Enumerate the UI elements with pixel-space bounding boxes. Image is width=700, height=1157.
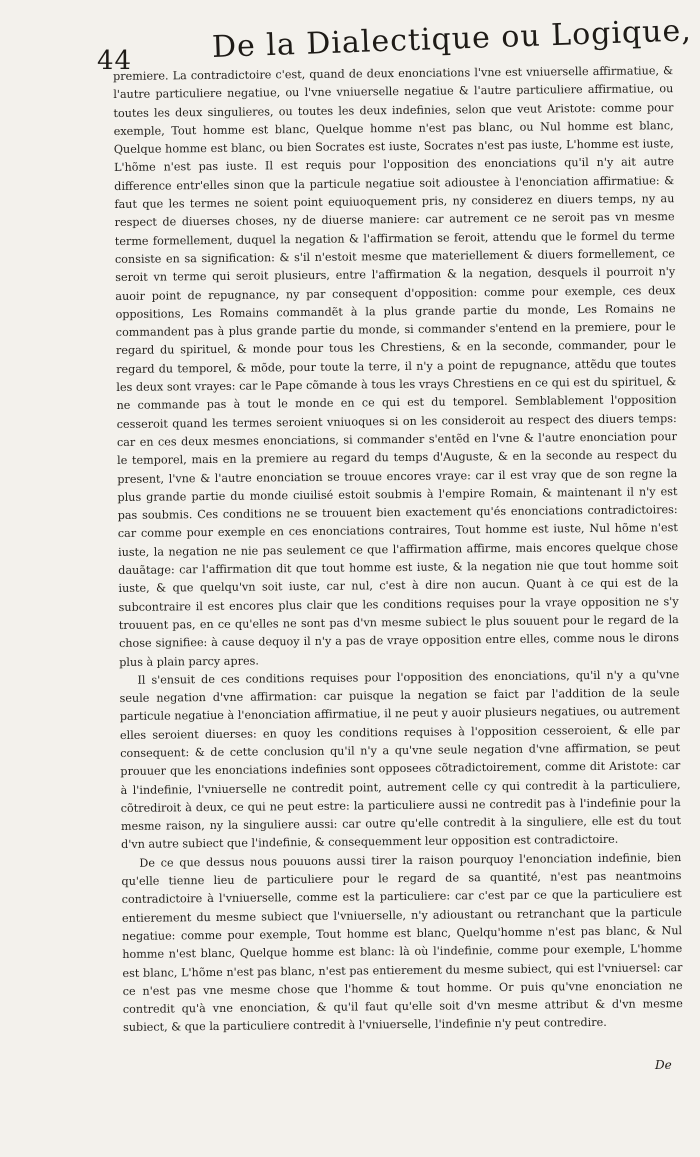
paragraph: premiere. La contradictoire c'est, quand de deux enonciations l'vne est vniuerselle affirmatiue, & l'autre particuliere negatiue, ou l'vne vniuerselle negatiue & l'autre particuliere affirmatiue, ou toutes les deux singulieres, ou toutes les deux indefinies, selon que veut Aristote: comme pour exemple, Tout homme est blanc, Quelque homme n'est pas blanc, ou Nul homme est blanc, Quelque homme est blanc, ou bien Socrates est iuste, Socrates n'est pas iuste, L'homme est iuste, L'hõme n'est pas iuste. Il est requis pour l'opposition des enonciations qu'il n'y ait autre difference entr'elles sinon que la particule negatiue soit adioustee à l'enonciation affirmatiue: & faut que les termes ne soient point equiuoquement pris, ny considerez en diuers temps, ny au respect de diuerses choses, ny de diuerse maniere: car autrement ce ne seroit pas vn mesme terme formellement, duquel la negation & l'affirmation se feroit, attendu que le formel du terme consiste en sa signification: & s'il n'estoit mesme que materiellement & diuers formellement, ce seroit vn terme qui seroit plusieurs, entre l'affirmation & la negation, desquels il pourroit n'y auoir point de repugnance, ny par consequent d'opposition: comme pour exemple, ces deux oppositions, Les Romains commandẽt à la plus grande partie du monde, Les Romains ne commandent pas à plus grande partie du monde, si commander s'entend en la premiere, pour le regard du spirituel, & monde pour tous les Chrestiens, & en la seconde, commander, pour le regard du temporel, & mõde, pour toute la terre, il n'y a point de repugnance, attẽdu que toutes les deux sont vrayes: car le Pape cõmande à tous les vrays Chrestiens en ce qui est du spirituel, & ne commande pas à tout le monde en ce qui est du temporel. Semblablement l'opposition cesseroit quand les termes seroient vniuoques si on les consideroit au respect des diuers temps: car en ces deux mesmes enonciations, si commander s'entẽd en l'vne & l'autre enonciation pour le temporel, mais en la premiere au regard du temps d'Auguste, & en la seconde au respect du present, l'vne & l'autre enonciation se trouue encores vraye: car il est vray que de son regne la plus grande partie du monde ciuilisé estoit soubmis à l'empire Romain, & maintenant il n'y est pas soubmis. Ces conditions ne se trouuent bien exactement qu'és enonciations contradictoires: car comme pour exemple en ces enonciations contraires, Tout homme est iuste, Nul hõme n'est iuste, la negation ne nie pas seulement ce que l'affirmation affirme, mais encores quelque chose dauãtage: car l'affirmation dit que tout homme est iuste, & la negation nie que tout homme soit iuste, & que quelqu'vn soit iuste, car nul, c'est à dire non aucun. Quant à ce qui est de la subcontraire il est encores plus clair que les conditions requises pour la vraye opposition ne s'y trouuent pas, en ce qu'elles ne sont pas d'vn mesme subiect le plus souuent pour le regard de la chose signifiee: à cause dequoy il n'y a pas de vraye opposition entre elles, comme nous le dirons plus à plain parcy apres. xyxy=(113,64,680,669)
paragraph: De ce que dessus nous pouuons aussi tirer la raison pourquoy l'enonciation indefinie, bien qu'elle tienne lieu de particuliere pour le regard de sa quantité, n'est pas neantmoins contradictoire à l'vniuerselle, comme est la particuliere: car c'est par ce que la particuliere est entierement du mesme subiect que l'vniuerselle, n'y adioustant ou retranchant que la particule negatiue: comme pour exemple, Tout homme est blanc, Quelqu'homme n'est pas blanc, & Nul homme n'est blanc, Quelque homme est blanc: là où l'indefinie, comme pour exemple, L'homme est blanc, L'hõme n'est pas blanc, n'est pas entierement du mesme subiect, qui est l'vniuersel: car ce n'est pas vne mesme chose que l'homme & tout homme. Or puis qu'vne enonciation ne contredit qu'à vne enonciation, & qu'il faut qu'elle soit d'vn mesme attribut & d'vn mesme subiect, & que la particuliere contredit à l'vniuerselle, l'indefinie n'y peut contredire. xyxy=(121,850,683,1035)
page-number: 44 xyxy=(97,46,133,76)
body-text xyxy=(113,62,683,1038)
catchword: De xyxy=(655,1058,672,1072)
paragraph: Il s'ensuit de ces conditions requises pour l'opposition des enonciations, qu'il n'y a qu'vne seule negation d'vne affirmation: car puisque la negation se faict par l'addition de la seule particule negatiue à l'enonciation affirmatiue, il ne peut y auoir plusieurs negatiues, ou autrement elles seroient diuerses: en quoy les conditions requises à l'opposition cesseroient, & elle par consequent: & de cette conclusion qu'il n'y a qu'vne seule negation d'vne affirmation, se peut prouuer que les enonciations indefinies sont opposees cõtradictoirement, comme dit Aristote: car à l'indefinie, l'vniuerselle ne contredit point, autrement celle cy qui contredit à la particuliere, cõtrediroit à deux, ce qui ne peut estre: la particuliere aussi ne contredit pas à l'indefinie pour la mesme raison, ny la singuliere aussi: car outre qu'elle contredit à la singuliere, elle est du tout d'vn autre subiect que l'indefinie, & consequemment leur opposition est contradictoire. xyxy=(119,667,681,852)
running-title: De la Dialectique ou Logique, xyxy=(211,13,693,65)
